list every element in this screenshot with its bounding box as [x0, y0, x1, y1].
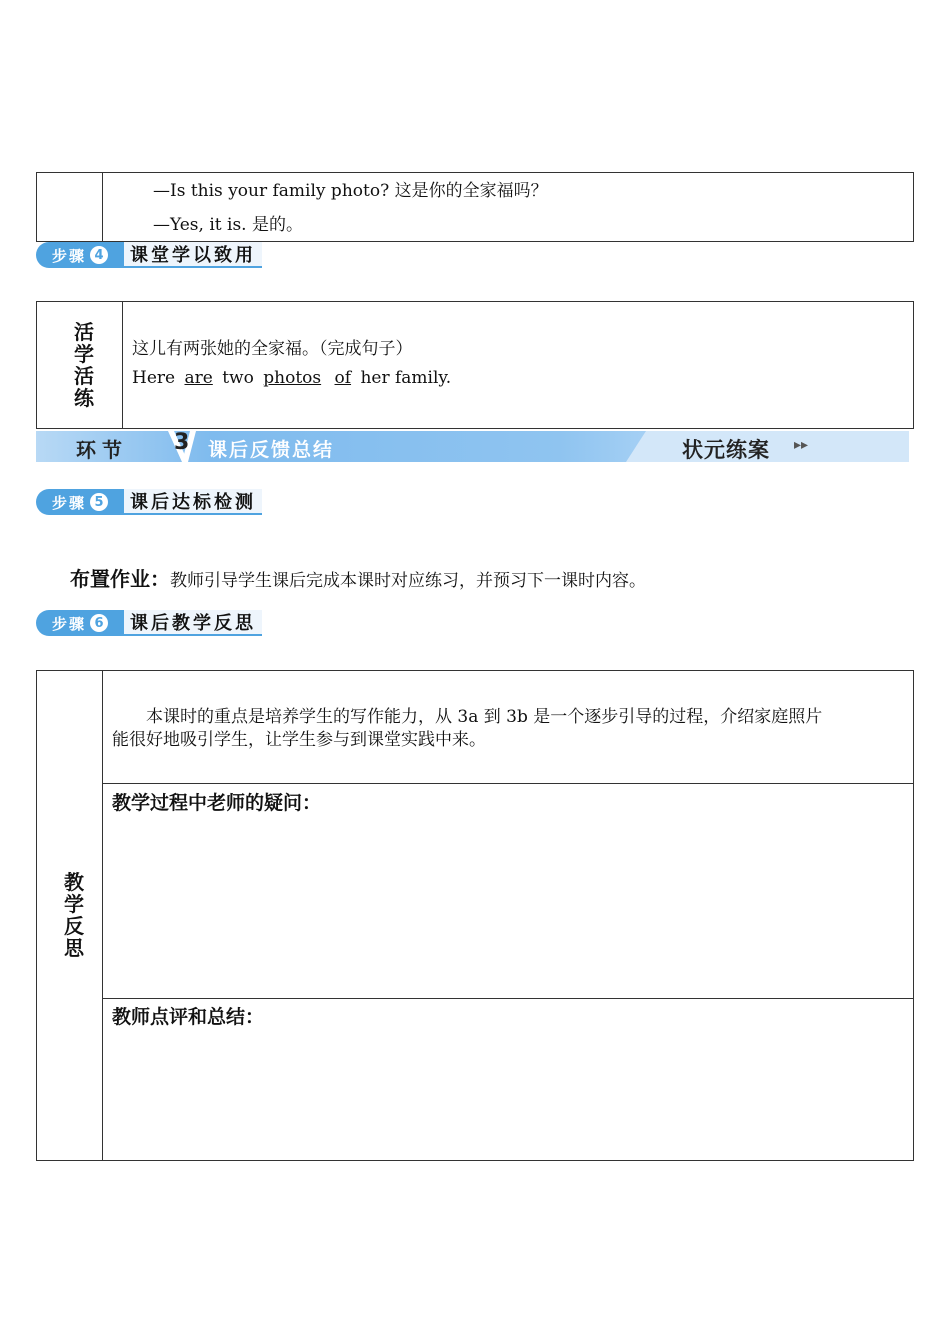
step-4-prefix: 步骤 [51, 246, 86, 265]
step-6-title: 课后教学反思 [124, 610, 262, 636]
banner-title: 课后反馈总结 [208, 439, 335, 461]
step-5-number: 5 [90, 493, 108, 511]
banner-prefix: 环节 [76, 438, 128, 462]
summary-heading: 教师点评和总结： [112, 1006, 265, 1028]
step-4-badge [36, 242, 262, 268]
practice-table [36, 301, 914, 429]
step-6-badge [36, 610, 262, 636]
banner-number: 3 [174, 430, 190, 455]
dialog-line-1 [153, 176, 548, 201]
homework-line [70, 563, 646, 592]
banner-brand: 状元练案 [682, 438, 770, 462]
dialog-line-2-en: —Yes, it is. [153, 215, 247, 235]
step-4-title: 课堂学以致用 [124, 242, 262, 268]
practice-label: 活 学 活 练 [74, 320, 94, 410]
homework-label: 布置作业： [70, 567, 170, 591]
section-banner [36, 431, 909, 462]
step-5-badge [36, 489, 262, 515]
step-5-prefix: 步骤 [51, 493, 86, 512]
questions-heading: 教学过程中老师的疑问： [112, 792, 322, 814]
reflection-paragraph-line-2: 能很好地吸引学生，让学生参与到课堂实践中来。 [112, 730, 486, 750]
dialog-line-1-en: —Is this your family photo? [153, 181, 390, 201]
answer-blank-2: photos [263, 368, 322, 388]
step-4-number: 4 [90, 246, 108, 264]
reflection-label: 教 学 反 思 [64, 870, 84, 960]
banner-arrows-icon: ▸▸ [794, 437, 809, 453]
answer-blank-1: are [184, 368, 213, 388]
dialog-line-2 [153, 210, 303, 235]
practice-sentence: Here are two photos of her family. [132, 368, 452, 388]
step-5-title: 课后达标检测 [124, 489, 262, 515]
practice-table-divider [122, 301, 123, 429]
homework-text: 教师引导学生课后完成本课时对应练习，并预习下一课时内容。 [170, 571, 646, 591]
reflection-table-divider [102, 670, 103, 1161]
practice-prompt: 这儿有两张她的全家福。（完成句子） [132, 339, 413, 359]
reflection-paragraph-line-1: 本课时的重点是培养学生的写作能力，从 3a 到 3b 是一个逐步引导的过程，介绍家庭照片 [146, 707, 823, 727]
dialog-table-divider [102, 172, 103, 242]
answer-blank-3: of [334, 368, 352, 388]
reflection-row-divider-1 [102, 783, 914, 784]
step-6-prefix: 步骤 [51, 614, 86, 633]
dialog-line-1-zh: 这是你的全家福吗？ [394, 181, 548, 201]
dialog-line-2-zh: 是的。 [251, 215, 303, 235]
step-6-number: 6 [90, 614, 108, 632]
reflection-row-divider-2 [102, 998, 914, 999]
